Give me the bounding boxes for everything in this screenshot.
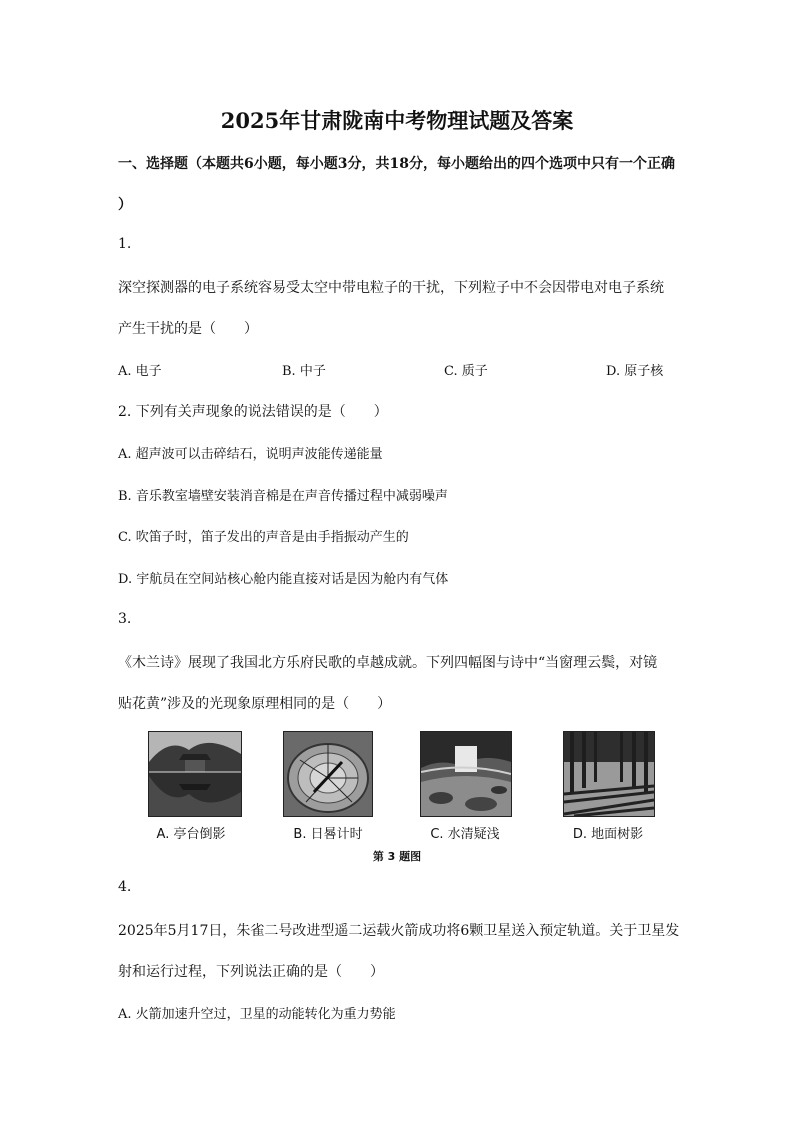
q3-stem-line1: 《木兰诗》展现了我国北方乐府民歌的卓越成就。下列四幅图与诗中“当窗理云鬓，对镜: [118, 655, 658, 671]
q4-stem-line1: 2025年5月17日，朱雀二号改进型遥二运载火箭成功将6颗卫星送入预定轨道。关于卫星发: [118, 923, 680, 939]
q1-option-c: C. 质子: [444, 364, 488, 379]
q2-option-b: B. 音乐教室墙壁安装消音棉是在声音传播过程中减弱噪声: [118, 489, 448, 504]
q3-number: 3.: [118, 611, 132, 627]
q3-stem-line2: 贴花黄”涉及的光现象原理相同的是（ ）: [118, 696, 392, 712]
q2-option-a: A. 超声波可以击碎结石，说明声波能传递能量: [118, 447, 383, 462]
q1-option-b: B. 中子: [282, 364, 326, 379]
image-caption-b: B. 日晷计时: [293, 827, 363, 842]
q4-stem-line2: 射和运行过程，下列说法正确的是（ ）: [118, 964, 384, 980]
q1-option-a: A. 电子: [118, 364, 162, 379]
clear-water-image: [420, 731, 512, 817]
q2-stem: 2. 下列有关声现象的说法错误的是（ ）: [118, 404, 388, 420]
q1-option-d: D. 原子核: [606, 364, 664, 379]
tree-shadow-image: [563, 731, 655, 817]
figure-caption: 第 3 题图: [372, 850, 422, 863]
image-caption-d: D. 地面树影: [572, 827, 644, 842]
section-heading: 一、选择题（本题共6小题，每小题3分，共18分，每小题给出的四个选项中只有一个正确: [118, 156, 675, 172]
sundial-image: [283, 731, 373, 817]
image-caption-a: A. 亭台倒影: [156, 827, 226, 842]
q2-option-d: D. 宇航员在空间站核心舱内能直接对话是因为舱内有气体: [118, 572, 449, 587]
q1-stem-line2: 产生干扰的是（ ）: [118, 321, 258, 337]
q4-number: 4.: [118, 879, 132, 895]
section-heading-cont: ）: [118, 197, 132, 213]
image-caption-c: C. 水清疑浅: [430, 827, 500, 842]
page-title: 2025年甘肃陇南中考物理试题及答案: [220, 108, 574, 133]
pavilion-reflection-image: [148, 731, 242, 817]
q1-number: 1.: [118, 236, 132, 252]
q1-stem-line1: 深空探测器的电子系统容易受太空中带电粒子的干扰，下列粒子中不会因带电对电子系统: [118, 280, 664, 296]
q4-option-a: A. 火箭加速升空过，卫星的动能转化为重力势能: [118, 1007, 396, 1022]
q2-option-c: C. 吹笛子时，笛子发出的声音是由手指振动产生的: [118, 530, 409, 545]
